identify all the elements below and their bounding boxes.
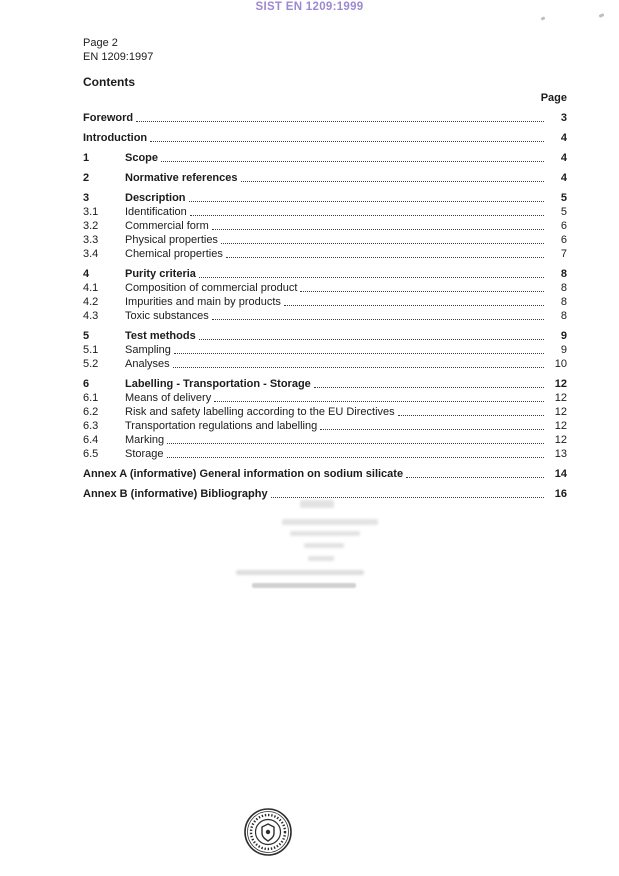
scan-smudge	[252, 583, 356, 588]
toc-entry-label: Analyses	[125, 358, 170, 370]
toc-entry	[83, 151, 567, 165]
toc-entry-label: Risk and safety labelling according to the EU Directives	[125, 406, 395, 418]
toc-entry-page: 12	[554, 406, 567, 418]
toc-entry-page: 7	[560, 248, 567, 260]
toc-entry	[83, 281, 567, 295]
dot-leader	[241, 181, 544, 182]
dot-leader	[173, 367, 544, 368]
dot-leader	[221, 243, 544, 244]
dot-leader	[199, 277, 544, 278]
toc-entry	[83, 487, 567, 501]
toc-entry-page: 10	[554, 358, 567, 370]
toc-entry-number: 4.1	[83, 282, 99, 294]
toc-entry-label: Physical properties	[125, 234, 218, 246]
toc-entry-page: 13	[554, 448, 567, 460]
toc-entry-label: Purity criteria	[125, 268, 196, 280]
dot-leader	[314, 387, 544, 388]
toc-entry-label: Description	[125, 192, 186, 204]
dot-leader	[167, 443, 544, 444]
toc-entry	[83, 131, 567, 145]
toc-entry	[83, 171, 567, 185]
scan-smudge	[300, 500, 334, 508]
toc-entry	[83, 467, 567, 481]
toc-entry-label: Transportation regulations and labelling	[125, 420, 318, 432]
dot-leader	[406, 477, 544, 478]
toc-entry-page: 4	[560, 152, 567, 164]
scan-mark	[599, 13, 605, 18]
dot-leader	[167, 457, 544, 458]
toc-entry-page: 12	[554, 434, 567, 446]
toc-entry-number: 6	[83, 378, 90, 390]
toc-entry-page: 8	[560, 268, 567, 280]
toc-entry-page: 5	[560, 206, 567, 218]
toc-entry	[83, 219, 567, 233]
dot-leader	[212, 319, 544, 320]
toc-entry-number: 3.2	[83, 220, 99, 232]
toc-entry-number: 3.1	[83, 206, 99, 218]
scan-smudge	[236, 570, 364, 575]
dot-leader	[190, 215, 544, 216]
toc-entry-page: 5	[560, 192, 567, 204]
page-header	[83, 36, 153, 64]
toc-entry-label: Labelling - Transportation - Storage	[125, 378, 311, 390]
toc-entry-number: 4.3	[83, 310, 99, 322]
dot-leader	[212, 229, 544, 230]
toc-entry-label: Annex B (informative) Bibliography	[83, 488, 268, 500]
dot-leader	[214, 401, 544, 402]
toc-entry	[83, 357, 567, 371]
toc-entry-label: Scope	[125, 152, 159, 164]
dot-leader	[300, 291, 544, 292]
toc-entry	[83, 111, 567, 125]
toc-entry-label: Composition of commercial product	[125, 282, 298, 294]
toc-entry-page: 9	[560, 344, 567, 356]
toc-entry-label: Means of delivery	[125, 392, 212, 404]
scan-smudge	[304, 543, 344, 548]
dot-leader	[226, 257, 544, 258]
toc-entry-page: 12	[554, 392, 567, 404]
dot-leader	[136, 121, 544, 122]
toc-entry-label: Introduction	[83, 132, 148, 144]
dot-leader	[174, 353, 544, 354]
toc-entry	[83, 233, 567, 247]
toc-entry-number: 3.3	[83, 234, 99, 246]
toc-entry-label: Commercial form	[125, 220, 209, 232]
toc-entry-page: 8	[560, 282, 567, 294]
toc-entry-page: 6	[560, 220, 567, 232]
toc-entry-number: 5.1	[83, 344, 99, 356]
toc-entry	[83, 267, 567, 281]
circular-stamp-seal	[242, 806, 294, 858]
toc-entry-label: Identification	[125, 206, 187, 218]
dot-leader	[398, 415, 544, 416]
toc-entry-number: 3.4	[83, 248, 99, 260]
toc-entry-label: Normative references	[125, 172, 238, 184]
toc-entry-label: Foreword	[83, 112, 134, 124]
dot-leader	[320, 429, 544, 430]
toc-entry-label: Toxic substances	[125, 310, 209, 322]
document-number-line: EN 1209:1997	[83, 51, 154, 63]
dot-leader	[161, 161, 544, 162]
toc-entry-number: 4.2	[83, 296, 99, 308]
toc-entry	[83, 419, 567, 433]
toc-entry-number: 6.2	[83, 406, 99, 418]
toc-entry-label: Storage	[125, 448, 164, 460]
page-number-line: Page 2	[83, 37, 118, 49]
toc-entry-number: 6.5	[83, 448, 99, 460]
toc-entry-number: 5	[83, 330, 90, 342]
toc-entry-page: 4	[560, 132, 567, 144]
scan-smudge	[282, 519, 378, 525]
toc-entry-page: 8	[560, 310, 567, 322]
toc-entry-page: 9	[560, 330, 567, 342]
toc-entry-page: 12	[554, 420, 567, 432]
toc-entry	[83, 377, 567, 391]
toc-entry-page: 14	[554, 468, 567, 480]
toc-entry-number: 6.4	[83, 434, 99, 446]
toc-entry-number: 5.2	[83, 358, 99, 370]
toc-entry-number: 6.1	[83, 392, 99, 404]
toc-entry	[83, 191, 567, 205]
toc-entry-page: 16	[554, 488, 567, 500]
scan-smudge	[308, 556, 334, 561]
toc-entry-label: Annex A (informative) General information on sodium silicate	[83, 468, 404, 480]
contents-heading: Contents	[83, 75, 135, 89]
toc-entry	[83, 343, 567, 357]
scan-smudge	[290, 531, 360, 536]
page-column-label: Page	[540, 92, 567, 104]
dot-leader	[284, 305, 544, 306]
toc-entry-page: 12	[554, 378, 567, 390]
dot-leader	[199, 339, 544, 340]
toc-entry-page: 4	[560, 172, 567, 184]
toc-entry-number: 6.3	[83, 420, 99, 432]
toc-entry-page: 6	[560, 234, 567, 246]
toc-entry-number: 3	[83, 192, 90, 204]
table-of-contents	[83, 92, 567, 501]
scan-mark	[541, 16, 546, 20]
toc-entry-label: Chemical properties	[125, 248, 223, 260]
toc-entry	[83, 247, 567, 261]
toc-entry-label: Impurities and main by products	[125, 296, 281, 308]
toc-entry	[83, 295, 567, 309]
toc-entry	[83, 205, 567, 219]
toc-entry-page: 3	[560, 112, 567, 124]
toc-entry	[83, 391, 567, 405]
toc-entry-label: Test methods	[125, 330, 196, 342]
dot-leader	[271, 497, 544, 498]
toc-entry-label: Sampling	[125, 344, 171, 356]
toc-entry-number: 1	[83, 152, 90, 164]
toc-entry-page: 8	[560, 296, 567, 308]
toc-entry-number: 4	[83, 268, 90, 280]
dot-leader	[150, 141, 544, 142]
toc-entry	[83, 329, 567, 343]
dot-leader	[189, 201, 544, 202]
toc-entry-number: 2	[83, 172, 90, 184]
toc-entry-label: Marking	[125, 434, 165, 446]
toc-entry	[83, 405, 567, 419]
toc-entry	[83, 433, 567, 447]
toc-entry	[83, 447, 567, 461]
toc-entry	[83, 309, 567, 323]
sist-watermark: SIST EN 1209:1999	[255, 1, 364, 13]
